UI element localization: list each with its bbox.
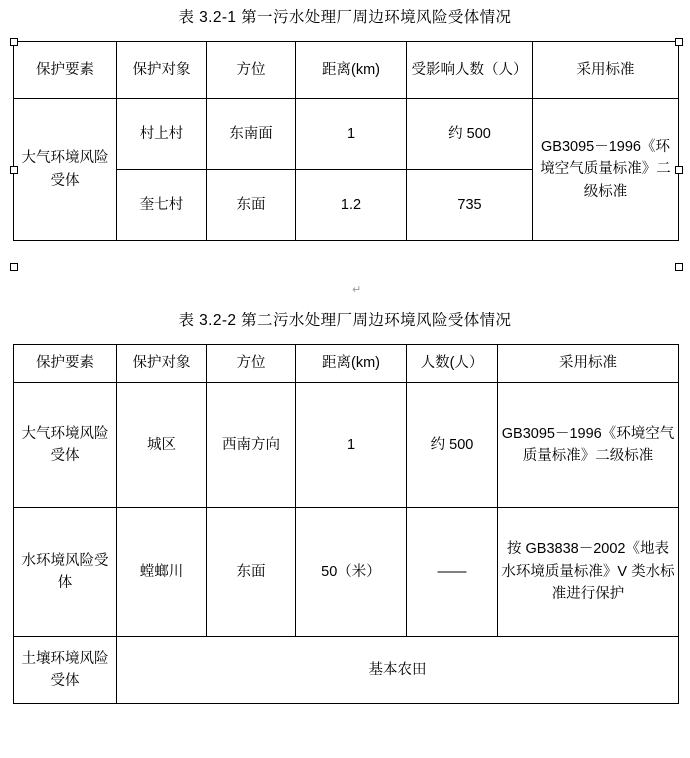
table-1-cell-people-1: 约 500	[407, 99, 533, 170]
table-1-cell-direction-2: 东面	[207, 170, 296, 241]
table-1-header-people: 受影响人数（人）	[407, 42, 533, 99]
table-2-cell-people-1: 约 500	[407, 383, 498, 508]
table-1-cell-people-2: 735	[407, 170, 533, 241]
selection-handle-middle-left[interactable]	[10, 166, 18, 174]
table-2-cell-factor-3: 土壤环境风险受体	[14, 637, 117, 704]
selection-handle-bottom-left[interactable]	[10, 263, 18, 271]
table-row-header	[14, 42, 679, 99]
table-2-cell-distance-2: 50（米）	[296, 508, 407, 637]
table-2-cell-standard-1: GB3095－1996《环境空气质量标准》二级标准	[498, 383, 679, 508]
table-1-cell-direction-1: 东南面	[207, 99, 296, 170]
table-row	[14, 508, 679, 637]
selection-handle-top-right[interactable]	[675, 38, 683, 46]
table-2-title: 表 3.2-2 第二污水处理厂周边环境风险受体情况	[178, 312, 512, 329]
table-2-cell-direction-2: 东面	[207, 508, 296, 637]
table-2-header-people: 人数(人）	[407, 345, 498, 383]
table-2-header-direction: 方位	[207, 345, 296, 383]
table-row	[14, 99, 679, 170]
paragraph-mark-icon: ↵	[352, 284, 362, 296]
table-2-cell-direction-1: 西南方向	[207, 383, 296, 508]
table-1-header-object: 保护对象	[117, 42, 207, 99]
table-1-cell-object-1: 村上村	[117, 99, 207, 170]
table-1-header-factor: 保护要素	[14, 42, 117, 99]
table-row	[14, 383, 679, 508]
table-2-header-distance: 距离(km)	[296, 345, 407, 383]
selection-handle-middle-right[interactable]	[675, 166, 683, 174]
table-row	[14, 637, 679, 704]
table-2	[13, 344, 679, 704]
table-2-cell-object-1: 城区	[117, 383, 207, 508]
table-1-cell-distance-1: 1	[296, 99, 407, 170]
table-2-cell-factor-2: 水环境风险受体	[14, 508, 117, 637]
table-1-header-distance: 距离(km)	[296, 42, 407, 99]
selection-handle-top-left[interactable]	[10, 38, 18, 46]
table-1-cell-factor: 大气环境风险受体	[14, 99, 117, 241]
table-1-cell-standard: GB3095－1996《环境空气质量标准》二级标准	[533, 99, 679, 241]
table-2-cell-merged-value: 基本农田	[117, 637, 679, 704]
table-1-cell-object-2: 奎七村	[117, 170, 207, 241]
table-1	[13, 41, 679, 241]
table-2-cell-standard-2: 按 GB3838－2002《地表水环境质量标准》V 类水标准进行保护	[498, 508, 679, 637]
table-1-header-direction: 方位	[207, 42, 296, 99]
table-2-header-standard: 采用标准	[498, 345, 679, 383]
table-1-cell-distance-2: 1.2	[296, 170, 407, 241]
table-2-cell-object-2: 螳螂川	[117, 508, 207, 637]
table-1-header-standard: 采用标准	[533, 42, 679, 99]
table-row-header	[14, 345, 679, 383]
table-2-cell-people-2: ——	[407, 508, 498, 637]
table-2-header-factor: 保护要素	[14, 345, 117, 383]
table-2-header-object: 保护对象	[117, 345, 207, 383]
selection-handle-bottom-right[interactable]	[675, 263, 683, 271]
table-2-cell-factor-1: 大气环境风险受体	[14, 383, 117, 508]
table-1-title: 表 3.2-1 第一污水处理厂周边环境风险受体情况	[178, 9, 512, 26]
table-2-cell-distance-1: 1	[296, 383, 407, 508]
